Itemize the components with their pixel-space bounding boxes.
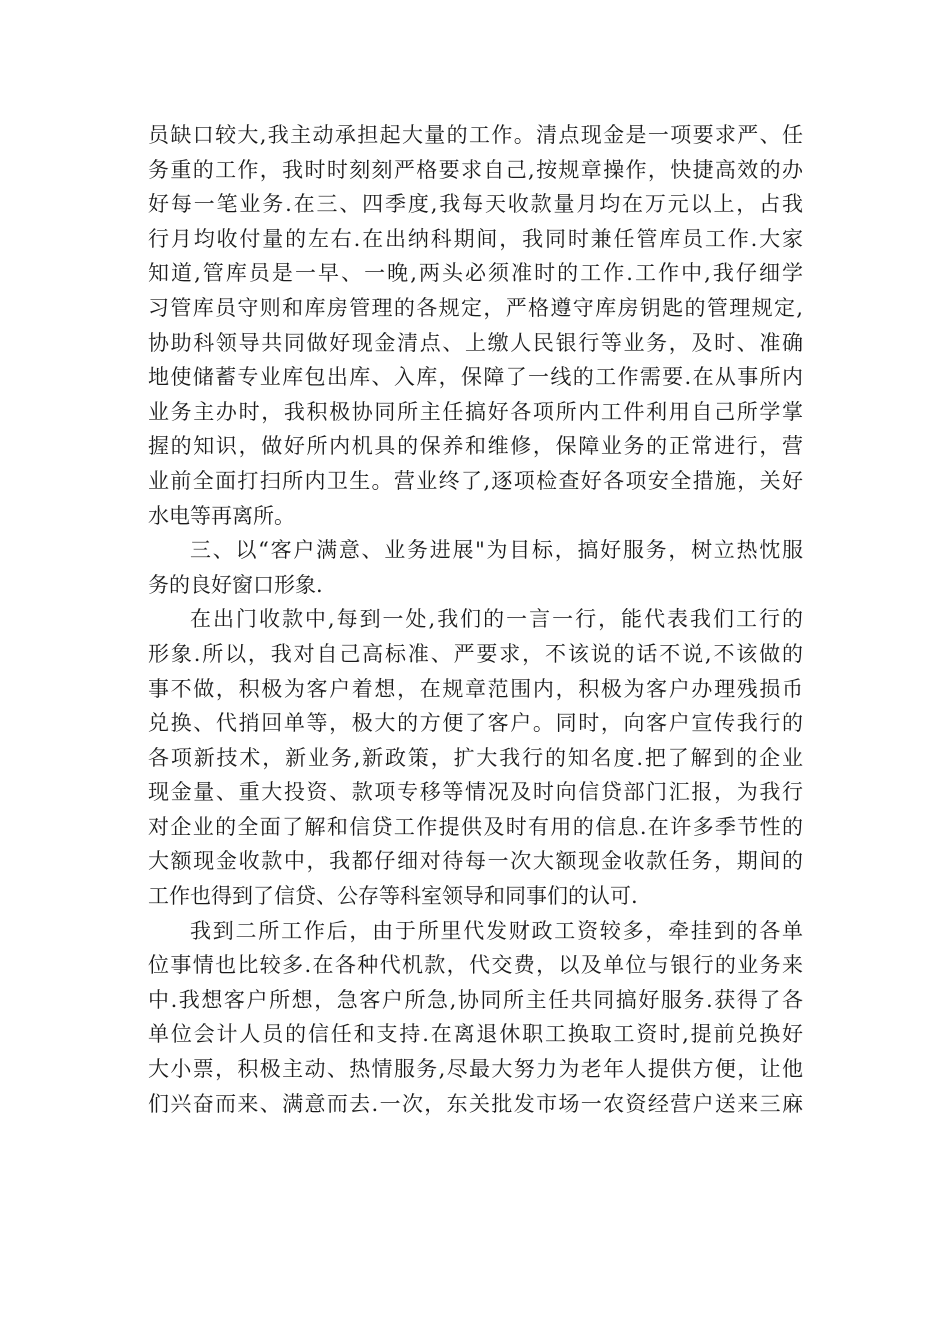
text-line: 三、以“客户满意、业务进展"为目标，搞好服务，树立热忱服 (190, 538, 803, 563)
text-line: 业务主办时，我积极协同所主任搞好各项所内工件利用自己所学掌 (148, 399, 803, 424)
text-line: 地使储蓄专业库包出库、入库，保障了一线的工作需要.在从事所内 (148, 365, 803, 390)
text-line: 大额现金收款中，我都仔细对待每一次大额现金收款任务，期间的 (148, 849, 803, 874)
text-line: 员缺口较大,我主动承担起大量的工作。清点现金是一项要求严、任 (148, 123, 803, 147)
text-line: 对企业的全面了解和信贷工作提供及时有用的信息.在许多季节性的 (148, 814, 803, 839)
text-line: 务的良好窗口形象. (148, 572, 323, 597)
text-line: 事不做，积极为客户着想，在规章范围内，积极为客户办理残损币 (148, 676, 803, 701)
text-line: 业前全面打扫所内卫生。营业终了,逐项检查好各项安全措施，关好 (148, 468, 803, 493)
paragraph (148, 118, 803, 533)
text-line: 位事情也比较多.在各种代机款，代交费，以及单位与银行的业务来 (148, 953, 803, 978)
text-line: 中.我想客户所想，急客户所急,协同所主任共同搞好服务.获得了各 (148, 987, 803, 1012)
text-line: 兑换、代捎回单等，极大的方便了客户。同时，向客户宣传我行的 (148, 711, 803, 736)
text-line: 习管库员守则和库房管理的各规定，严格遵守库房钥匙的管理规定, (148, 295, 803, 320)
text-line: 协助科领导共同做好现金清点、上缴人民银行等业务，及时、准确 (148, 330, 803, 355)
document-body (148, 118, 803, 1121)
text-line: 在出门收款中,每到一处,我们的一言一行，能代表我们工行的 (190, 607, 803, 632)
text-line: 好每一笔业务.在三、四季度,我每天收款量月均在万元以上，占我 (148, 192, 803, 217)
paragraph-section-heading (148, 533, 803, 602)
text-line: 工作也得到了信贷、公存等科室领导和同事们的认可. (148, 884, 638, 909)
text-line: 务重的工作，我时时刻刻严格要求自己,按规章操作，快捷高效的办 (148, 157, 803, 182)
text-line: 各项新技术，新业务,新政策，扩大我行的知名度.把了解到的企业 (148, 745, 803, 770)
text-line: 们兴奋而来、满意而去.一次，东关批发市场一农资经营户送来三麻 (148, 1091, 803, 1116)
text-line: 我到二所工作后，由于所里代发财政工资较多，牵挂到的各单 (190, 918, 803, 943)
text-line: 握的知识，做好所内机具的保养和维修，保障业务的正常进行，营 (148, 434, 803, 459)
paragraph (148, 602, 803, 913)
text-line: 现金量、重大投资、款项专移等情况及时向信贷部门汇报，为我行 (148, 780, 803, 805)
text-line: 形象.所以，我对自己高标准、严要求，不该说的话不说,不该做的 (148, 641, 803, 666)
paragraph (148, 914, 803, 1122)
text-line: 大小票，积极主动、热情服务,尽最大努力为老年人提供方便，让他 (148, 1057, 803, 1082)
text-line: 知道,管库员是一早、一晚,两头必须准时的工作.工作中,我仔细学 (148, 261, 803, 286)
text-line: 单位会计人员的信任和支持.在离退休职工换取工资时,提前兑换好 (148, 1022, 803, 1047)
text-line: 行月均收付量的左右.在出纳科期间，我同时兼任管库员工作.大家 (148, 226, 803, 251)
text-line: 水电等再离所。 (148, 503, 295, 528)
